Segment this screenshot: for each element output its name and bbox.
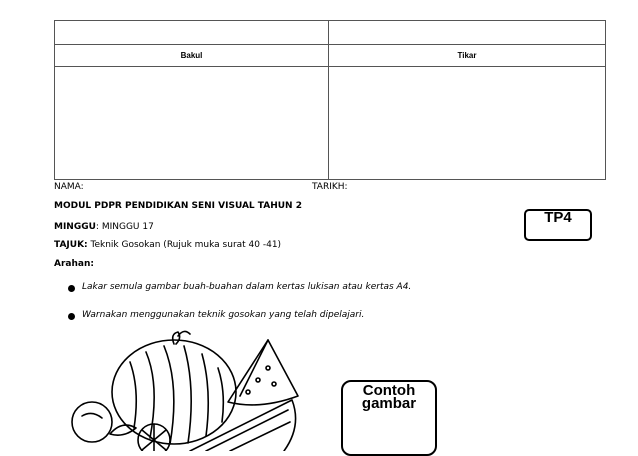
bullet-icon <box>68 313 75 320</box>
fruit-illustration <box>70 330 316 451</box>
drawing-table <box>54 20 606 180</box>
nama-label: NAMA: <box>54 182 84 192</box>
minggu-line <box>54 222 154 232</box>
column-header-tikar: Tikar <box>329 45 606 67</box>
example-box <box>341 380 437 456</box>
table-top-row <box>55 21 606 45</box>
column-header-bakul: Bakul <box>55 45 329 67</box>
tajuk-label: TAJUK: <box>54 240 88 250</box>
module-title: MODUL PDPR PENDIDIKAN SENI VISUAL TAHUN 2 <box>54 201 302 211</box>
table-header-row <box>55 45 606 67</box>
example-label-line1: Contoh <box>362 382 416 399</box>
orange-icon <box>72 402 112 442</box>
table-drawing-row <box>55 67 606 180</box>
instruction-item: Lakar semula gambar buah-buahan dalam kertas lukisan atau kertas A4. <box>82 282 412 292</box>
example-label-line2: gambar <box>361 395 417 412</box>
tarikh-label: TARIKH: <box>312 182 348 192</box>
drawing-cell-bakul[interactable] <box>55 67 329 180</box>
fruit-sketch-icon <box>70 330 316 451</box>
instruction-item: Warnakan menggunakan teknik gosokan yang telah dipelajari. <box>82 310 365 320</box>
table-empty-cell <box>55 21 329 45</box>
arahan-label: Arahan: <box>54 259 94 269</box>
minggu-value: : MINGGU 17 <box>95 222 154 232</box>
tajuk-line <box>54 240 281 250</box>
bullet-icon <box>68 285 75 292</box>
drawing-cell-tikar[interactable] <box>329 67 606 180</box>
table-empty-cell <box>329 21 606 45</box>
minggu-label: MINGGU <box>54 222 96 232</box>
tajuk-value: Teknik Gosokan (Rujuk muka surat 40 -41) <box>87 240 282 250</box>
level-badge: TP4 <box>524 209 592 241</box>
